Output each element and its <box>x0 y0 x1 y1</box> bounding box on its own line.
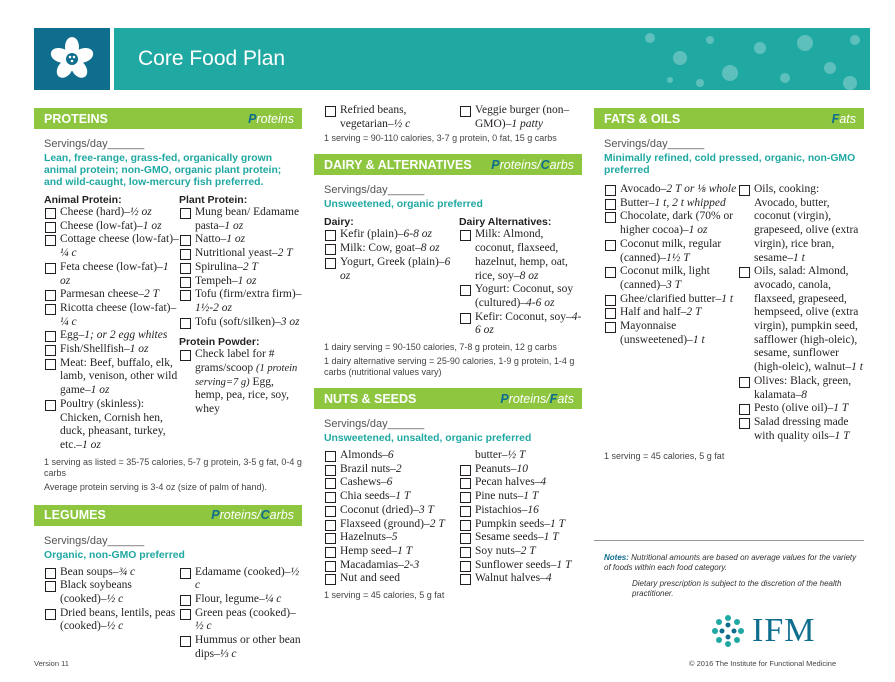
animal-protein-item[interactable]: Feta cheese (low-fat)–1 oz <box>44 261 179 288</box>
fat-item[interactable]: Ghee/clarified butter–1 t <box>604 293 738 307</box>
decorative-dots <box>610 28 870 90</box>
dairy-item[interactable]: Yogurt, Greek (plain)–6 oz <box>324 256 459 283</box>
animal-protein-item[interactable]: Cottage cheese (low-fat)–¼ c <box>44 233 179 260</box>
nut-item[interactable]: Cashews–6 <box>324 476 459 490</box>
nuts-category: Proteins/Fats <box>500 391 574 406</box>
legume-item[interactable]: Hummus or other bean dips–⅓ c <box>179 634 302 661</box>
animal-protein-item[interactable]: Parmesan cheese–2 T <box>44 288 179 302</box>
fat-item[interactable]: Half and half–2 T <box>604 306 738 320</box>
legume-item[interactable]: Refried beans, vegetarian–½ c <box>324 104 459 131</box>
nut-item[interactable]: Sesame seeds–1 T <box>459 531 582 545</box>
plant-protein-title: Plant Protein: <box>178 194 248 206</box>
nut-item[interactable]: Sunflower seeds–1 T <box>459 559 582 573</box>
dairy-note-2: 1 dairy alternative serving = 25-90 calories, 1-9 g protein, 1-4 g carbs (nutritional values vary) <box>324 356 575 378</box>
proteins-category: Proteins <box>248 111 294 126</box>
version-text: Version 11 <box>34 659 69 668</box>
nut-item[interactable]: Chia seeds–1 T <box>324 490 459 504</box>
fat-item[interactable]: Chocolate, dark (70% or higher cocoa)–1 oz <box>604 210 738 237</box>
dairy-list <box>324 228 459 283</box>
fat-item[interactable]: Butter–1 t, 2 t whipped <box>604 197 738 211</box>
fat-item[interactable]: Coconut milk, light (canned)–3 T <box>604 265 738 292</box>
header <box>34 28 870 90</box>
proteins-note-1: 1 serving as listed = 35-75 calories, 5-7 g protein, 3-5 g fat, 0-4 g carbs <box>44 456 302 478</box>
dairy-alt-list <box>459 228 582 338</box>
legume-item[interactable]: Edamame (cooked)–½ c <box>179 566 302 593</box>
fat-item[interactable]: Mayonnaise (unsweetened)–1 t <box>604 320 738 347</box>
fat-item[interactable]: Olives: Black, green, kalamata–8 <box>738 375 864 402</box>
ifm-wordmark: IFM <box>752 612 816 649</box>
plant-protein-item[interactable]: Nutritional yeast–2 T <box>179 247 302 261</box>
legume-item[interactable]: Flour, legume–¼ c <box>179 593 302 607</box>
nut-item[interactable]: Pumpkin seeds–1 T <box>459 518 582 532</box>
dairy-servings: Servings/day______ <box>324 184 425 197</box>
legume-item[interactable]: Veggie burger (non–GMO)–1 patty <box>459 104 582 131</box>
fat-item[interactable]: Oils, cooking: Avocado, butter, coconut (virgin), grapeseed, olive (extra virgin), rice bran, sesame–1 t <box>738 183 864 265</box>
nut-item[interactable]: Flaxseed (ground)–2 T <box>324 518 459 532</box>
legumes-list-right <box>179 566 302 662</box>
dairy-title: DAIRY & ALTERNATIVES <box>324 157 472 172</box>
nuts-title: NUTS & SEEDS <box>324 391 417 406</box>
plant-protein-item[interactable]: Mung bean/ Edamame pasta–1 oz <box>179 206 302 233</box>
animal-protein-item[interactable]: Meat: Beef, buffalo, elk, lamb, venison, other wild game–1 oz <box>44 357 179 398</box>
proteins-note-2: Average protein serving is 3-4 oz (size of palm of hand). <box>44 481 267 492</box>
animal-protein-item[interactable]: Fish/Shellfish–1 oz <box>44 343 179 357</box>
proteins-header <box>34 108 302 129</box>
notes-divider <box>594 540 864 541</box>
fats-header <box>594 108 864 129</box>
notes-text-1: Nutritional amounts are based on average values for the variety of foods within each food category. <box>604 553 857 572</box>
legumes-preference: Organic, non-GMO preferred <box>44 549 185 561</box>
nut-item[interactable]: Pistachios–16 <box>459 504 582 518</box>
fat-item[interactable]: Avocado–2 T or ⅛ whole <box>604 183 738 197</box>
nut-item[interactable]: Soy nuts–2 T <box>459 545 582 559</box>
dairy-alt-subtitle: Dairy Alternatives: <box>458 216 552 229</box>
nuts-list-right <box>459 449 582 586</box>
column-right <box>594 108 864 462</box>
plant-protein-item[interactable]: Natto–1 oz <box>179 233 302 247</box>
proteins-preference: Lean, free-range, grass-fed, organically grown animal protein; non-GMO, organic plant protein; and wild-caught, low-mercury fish preferred. <box>44 153 282 188</box>
fat-item[interactable]: Salad dressing made with quality oils–1 T <box>738 416 864 443</box>
dairy-category: Proteins/Carbs <box>491 157 574 172</box>
column-middle <box>314 104 582 601</box>
nuts-servings: Servings/day______ <box>324 418 425 431</box>
title-bar <box>114 28 870 90</box>
fats-list-right <box>738 183 864 443</box>
legumes-category: Proteins/Carbs <box>211 508 294 523</box>
nuts-list-left <box>324 449 459 586</box>
animal-protein-item[interactable]: Egg–1; or 2 egg whites <box>44 329 179 343</box>
ifm-dots-icon <box>710 613 746 649</box>
animal-protein-item[interactable]: Poultry (skinless): Chicken, Cornish hen, duck, pheasant, turkey, etc.–1 oz <box>44 398 179 453</box>
dairy-note-1: 1 dairy serving = 90-150 calories, 7-8 g protein, 12 g carbs <box>324 342 557 353</box>
proteins-servings: Servings/day______ <box>44 138 145 150</box>
animal-protein-item[interactable]: Cheese (hard)–½ oz <box>44 206 179 220</box>
ifm-logo <box>710 612 815 650</box>
fat-item[interactable]: Coconut milk, regular (canned)–1½ T <box>604 238 738 265</box>
protein-powder-item[interactable]: Check label for # grams/scoop (1 protein serving=7 g) Egg, hemp, pea, rice, soy, whey <box>179 348 302 417</box>
proteins-title: PROTEINS <box>44 111 108 126</box>
column-left <box>34 108 302 662</box>
nut-item[interactable]: Pecan halves–4 <box>459 476 582 490</box>
animal-protein-item[interactable]: Cheese (low-fat)–1 oz <box>44 220 179 234</box>
dairy-alt-item[interactable]: Milk: Almond, coconut, flaxseed, hazelnut, hemp, oat, rice, soy–8 oz <box>459 228 582 283</box>
nut-item[interactable]: Almonds–6 <box>324 449 459 463</box>
nut-item[interactable]: Walnut halves–4 <box>459 572 582 586</box>
dairy-item[interactable]: Milk: Cow, goat–8 oz <box>324 242 459 256</box>
notes-block <box>604 553 860 599</box>
nuts-header <box>314 388 582 409</box>
dairy-item[interactable]: Kefir (plain)–6-8 oz <box>324 228 459 242</box>
legume-item[interactable]: Black soybeans (cooked)–½ c <box>44 579 179 606</box>
plant-protein-list <box>179 206 302 329</box>
nut-item[interactable]: Hemp seed–1 T <box>324 545 459 559</box>
dairy-alt-item[interactable]: Kefir: Coconut, soy–4-6 oz <box>459 311 582 338</box>
animal-protein-title: Animal Protein: <box>44 194 122 206</box>
fats-category: Fats <box>831 111 856 126</box>
legume-item[interactable]: Bean soups–¾ c <box>44 566 179 580</box>
legumes-header <box>34 505 302 526</box>
plant-protein-item[interactable]: Tempeh–1 oz <box>179 275 302 289</box>
nut-item[interactable]: Macadamias–2-3 <box>324 559 459 573</box>
fat-item[interactable]: Pesto (olive oil)–1 T <box>738 402 864 416</box>
legume-item[interactable]: Dried beans, lentils, peas (cooked)–½ c <box>44 607 179 634</box>
copyright-text: © 2016 The Institute for Functional Medicine <box>689 659 837 668</box>
legumes-title: LEGUMES <box>44 508 106 523</box>
nuts-note: 1 serving = 45 calories, 5 g fat <box>324 590 445 601</box>
nut-item[interactable]: Peanuts–10 <box>459 463 582 477</box>
plant-protein-item[interactable]: Tofu (firm/extra firm)–1½-2 oz <box>179 288 302 315</box>
dairy-header <box>314 154 582 175</box>
dairy-subtitle: Dairy: <box>324 216 354 229</box>
flower-logo-icon <box>48 35 96 83</box>
animal-protein-item[interactable]: Ricotta cheese (low-fat)–¼ c <box>44 302 179 329</box>
protein-powder-title: Protein Powder: <box>178 336 260 349</box>
nut-item[interactable]: Pine nuts–1 T <box>459 490 582 504</box>
fats-title: FATS & OILS <box>604 111 681 126</box>
legumes-servings: Servings/day______ <box>44 534 145 547</box>
logo-box <box>34 28 110 90</box>
nuts-preference: Unsweetened, unsalted, organic preferred <box>324 433 532 445</box>
fats-list-left <box>604 183 738 443</box>
page-title: Core Food Plan <box>138 47 286 70</box>
animal-protein-list <box>44 206 179 453</box>
plant-protein-item[interactable]: Tofu (soft/silken)–3 oz <box>179 316 302 330</box>
nut-item[interactable]: Brazil nuts–2 <box>324 463 459 477</box>
nut-item-continued: butter–½ T <box>474 449 526 462</box>
notes-label: Notes: <box>604 553 629 562</box>
fats-preference: Minimally refined, cold pressed, organic, non-GMO preferred <box>604 153 856 176</box>
nut-item[interactable]: Hazelnuts–5 <box>324 531 459 545</box>
fats-note: 1 serving = 45 calories, 5 g fat <box>604 451 725 462</box>
dairy-preference: Unsweetened, organic preferred <box>324 199 483 211</box>
legumes-list-left <box>44 566 179 662</box>
nut-item[interactable]: Nut and seed <box>324 572 459 586</box>
plant-protein-item[interactable]: Spirulina–2 T <box>179 261 302 275</box>
fat-item[interactable]: Oils, salad: Almond, avocado, canola, flaxseed, grapeseed, hempseed, olive (extra virgin), pumpkin seed, safflower (high-oleic), sesame, sunflower (high-oleic), walnut–1 t <box>738 265 864 375</box>
legumes-note: 1 serving = 90-110 calories, 3-7 g protein, 0 fat, 15 g carbs <box>324 133 557 144</box>
dairy-alt-item[interactable]: Yogurt: Coconut, soy (cultured)–4-6 oz <box>459 283 582 310</box>
notes-text-2: Dietary prescription is subject to the discretion of the health practitioner. <box>632 579 842 598</box>
nut-item[interactable]: Coconut (dried)–3 T <box>324 504 459 518</box>
fats-servings: Servings/day______ <box>604 138 705 150</box>
legume-item[interactable]: Green peas (cooked)–½ c <box>179 607 302 634</box>
